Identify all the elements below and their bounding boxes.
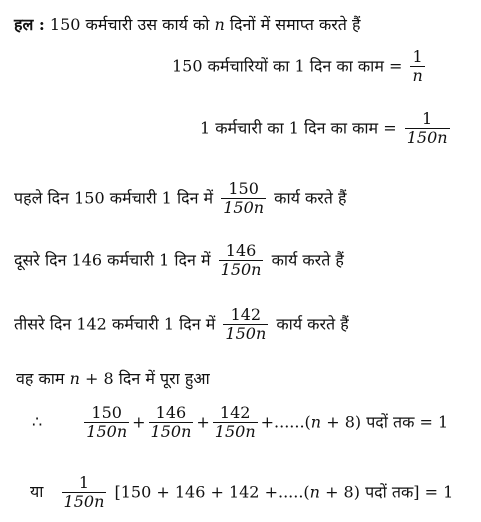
fraction-denominator [62,493,107,511]
fraction-1-over-150n-series [62,474,107,512]
fraction-numerator: 150 [84,404,129,423]
series-fraction-142 [213,404,258,442]
day2-line [14,242,344,280]
fraction-1-over-n [410,48,424,86]
fraction-denominator-text: 150n [220,260,262,280]
series-fraction-146 [149,404,194,442]
day3-line [14,306,349,344]
fraction-denominator [410,67,424,85]
or-tail-a: [150 + 146 + 142 +.....( [114,482,310,502]
fraction-denominator-text: 150n [150,422,192,442]
day1-tail: कार्य करते हैं [274,188,347,208]
fraction-numerator: 1 [62,474,107,493]
fraction-numerator: 146 [219,242,264,261]
fraction-142-over-150n [223,306,268,344]
therefore-symbol: ∴ [32,412,43,432]
fraction-denominator [213,423,258,441]
day1-line [14,180,347,218]
plus-sign: + [132,412,146,432]
or-word: या [30,482,44,502]
series-equation [32,404,448,442]
intro-variable-n: n [214,15,225,34]
solution-intro [14,16,361,34]
completed-line [16,370,210,388]
or-tail-n: n [309,482,320,502]
work-150-employees-line [172,48,428,86]
fraction-numerator: 1 [410,48,424,67]
intro-text-b: दिनों में समाप्त करते हैं [229,15,361,34]
fraction-1-over-150n [405,110,450,148]
work-1-employee-line [200,110,453,148]
day2-tail: कार्य करते हैं [271,250,344,270]
or-tail-b: + 8) पदों तक] = 1 [325,482,454,502]
fraction-denominator-text: 150n [225,324,267,344]
fraction-numerator: 146 [149,404,194,423]
day3-tail: कार्य करते हैं [276,314,349,334]
work-150-text: 150 कर्मचारियों का 1 दिन का काम = [172,56,403,76]
fraction-denominator [84,423,129,441]
fraction-denominator-text: n [412,66,423,86]
completed-text-b: + 8 दिन में पूरा हुआ [84,369,210,388]
fraction-denominator [223,325,268,343]
fraction-150-over-150n [221,180,266,218]
day2-text: दूसरे दिन 146 कर्मचारी 1 दिन में [14,250,211,270]
series-tail-b: + 8) पदों तक = 1 [326,412,449,432]
solution-label: हल : [14,15,45,34]
fraction-numerator: 1 [405,110,450,129]
completed-variable-n: n [69,369,80,388]
series-tail-n: n [310,412,322,432]
fraction-denominator-text: 150n [406,128,448,148]
series-tail-a: +......( [260,412,311,432]
fraction-denominator-text: 150n [86,422,128,442]
day1-text: पहले दिन 150 कर्मचारी 1 दिन में [14,188,214,208]
fraction-numerator: 142 [213,404,258,423]
fraction-denominator-text: 150n [214,422,256,442]
day3-text: तीसरे दिन 142 कर्मचारी 1 दिन में [14,314,216,334]
fraction-numerator: 150 [221,180,266,199]
fraction-denominator-text: 150n [63,492,105,512]
fraction-146-over-150n [219,242,264,280]
series-fraction-150 [84,404,129,442]
fraction-denominator [149,423,194,441]
fraction-denominator [221,199,266,217]
fraction-denominator [219,261,264,279]
completed-text-a: वह काम [16,369,65,388]
fraction-denominator-text: 150n [223,198,265,218]
or-equation [30,474,453,512]
work-1-text: 1 कर्मचारी का 1 दिन का काम = [200,118,397,138]
fraction-denominator [405,129,450,147]
plus-sign: + [196,412,210,432]
fraction-numerator: 142 [223,306,268,325]
intro-text-a: 150 कर्मचारी उस कार्य को [49,15,210,34]
